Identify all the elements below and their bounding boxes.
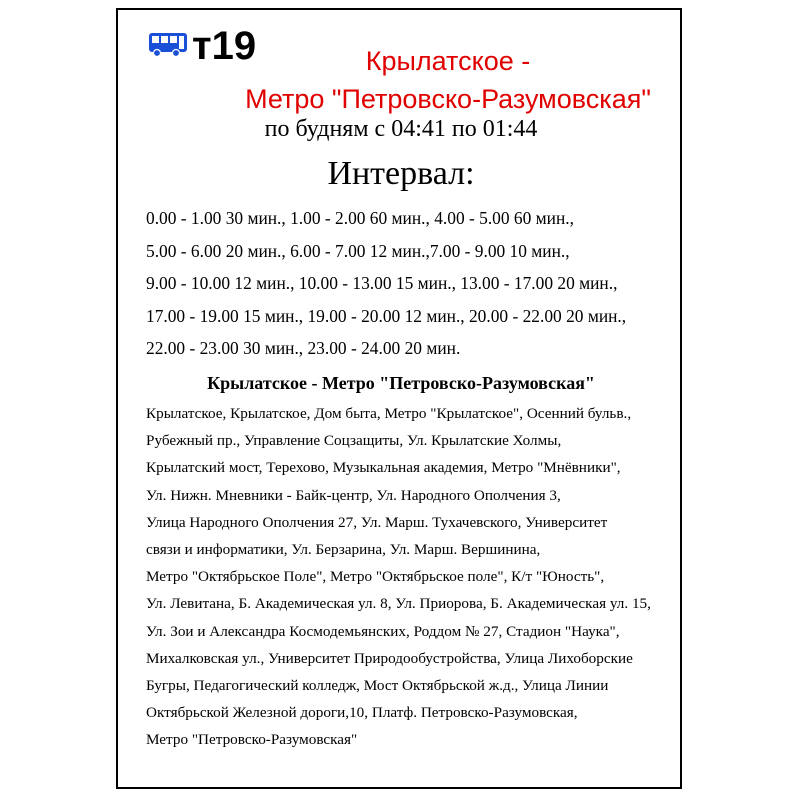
stop-line: Ул. Левитана, Б. Академическая ул. 8, Ул. Приорова, Б. Академическая ул. 15, [146,595,651,613]
interval-list [146,202,676,365]
stop-line: Ул. Зои и Александра Космодемьянских, Роддом № 27, Стадион "Наука", [146,622,620,640]
stop-line: Михалковская ул., Университет Природообустройства, Улица Лихоборские [146,649,633,667]
interval-title: Интервал: [327,155,475,192]
route-destination [228,42,668,118]
stops-title: Крылатское - Метро "Петровско-Разумовская" [207,373,595,393]
stop-line: Октябрьской Железной дороги,10, Платф. Петровско-Разумовская, [146,704,578,722]
stop-list [146,400,676,754]
timetable-sheet [116,8,682,789]
destination-line-1: Крылатское - [365,46,531,76]
stop-line: Крылатский мост, Терехово, Музыкальная академия, Метро "Мнёвники", [146,459,621,477]
stop-line: Бугры, Педагогический колледж, Мост Октябрьской ж.д., Улица Линии [146,677,609,695]
stop-line: Метро "Октябрьское Поле", Метро "Октябрьское поле", К/т "Юность", [146,568,605,586]
trolleybus-icon [148,32,188,58]
stop-line: Метро "Петровско-Разумовская" [146,731,358,749]
stop-line: Улица Народного Ополчения 27, Ул. Марш. Тухачевского, Университет [146,513,608,531]
stop-line: Ул. Нижн. Мневники - Байк-центр, Ул. Народного Ополчения 3, [146,486,561,504]
route-number: т19 [192,24,257,68]
interval-line: 9.00 - 10.00 12 мин., 10.00 - 13.00 15 мин., 13.00 - 17.00 20 мин., [146,273,618,294]
interval-line: 22.00 - 23.00 30 мин., 23.00 - 24.00 20 мин. [146,338,461,359]
interval-line: 0.00 - 1.00 30 мин., 1.00 - 2.00 60 мин., 4.00 - 5.00 60 мин., [146,208,574,228]
interval-line: 5.00 - 6.00 20 мин., 6.00 - 7.00 12 мин.,7.00 - 9.00 10 мин., [146,240,570,261]
stop-line: Крылатское, Крылатское, Дом быта, Метро "Крылатское", Осенний бульв., [146,405,632,422]
stop-line: связи и информатики, Ул. Берзарина, Ул. Марш. Вершинина, [146,541,541,559]
operating-hours: по будням с 04:41 по 01:44 [264,116,538,142]
destination-line-2: Метро "Петровско-Разумовская" [245,84,651,114]
stop-line: Рубежный пр., Управление Соцзащиты, Ул. Крылатские Холмы, [146,432,562,450]
interval-line: 17.00 - 19.00 15 мин., 19.00 - 20.00 12 мин., 20.00 - 22.00 20 мин., [146,305,627,326]
